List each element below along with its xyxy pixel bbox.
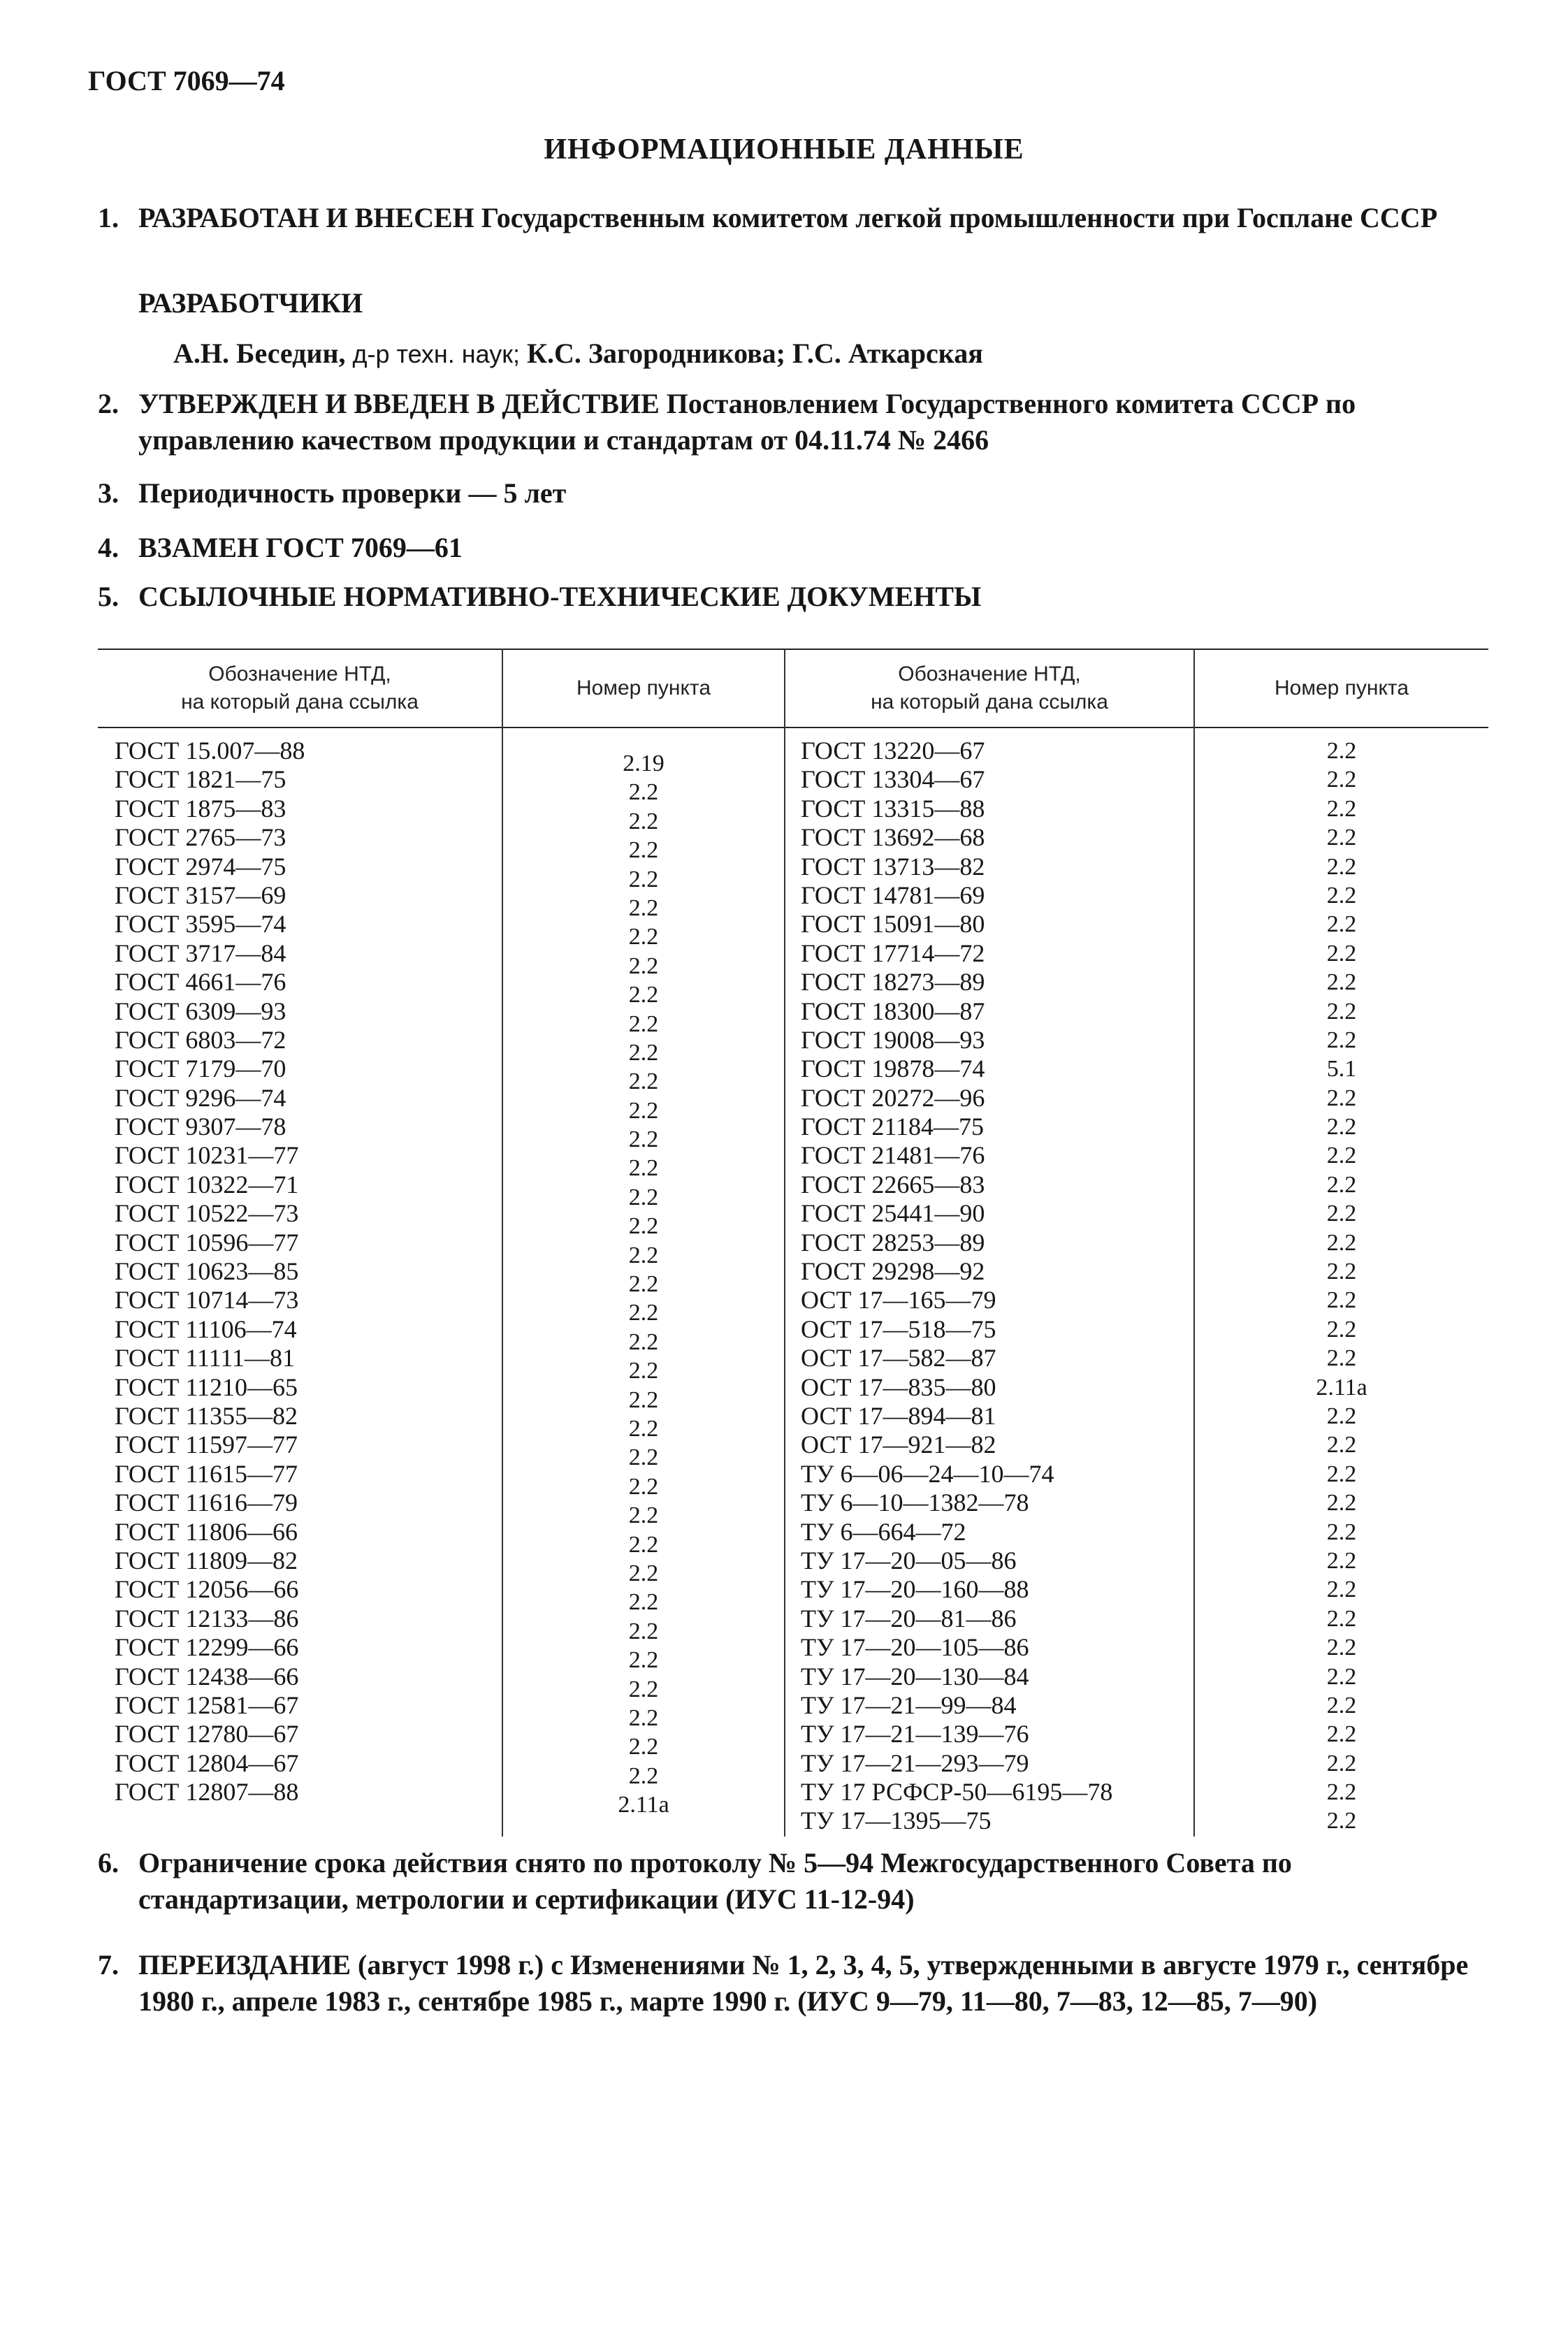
table-cell-document: ТУ 17—20—81—86 <box>801 1604 1017 1632</box>
item-text: ССЫЛОЧНЫЕ НОРМАТИВНО-ТЕХНИЧЕСКИЕ ДОКУМЕНТЫ <box>138 581 982 612</box>
table-cell-item: 2.2 <box>1326 853 1357 880</box>
document-code: ГОСТ 7069—74 <box>88 65 285 96</box>
table-cell-document: ГОСТ 4661—76 <box>115 968 286 997</box>
table-cell-document: ТУ 6—10—1382—78 <box>801 1489 1029 1517</box>
info-item-1 <box>98 200 1485 236</box>
table-cell-document: ГОСТ 12780—67 <box>115 1720 299 1748</box>
table-cell-item: 2.2 <box>1326 1461 1357 1487</box>
table-cell-document: ГОСТ 3157—69 <box>115 881 286 909</box>
left-item-column <box>503 749 784 1819</box>
table-cell-item: 2.2 <box>1326 1085 1357 1111</box>
right-item-column <box>1195 737 1488 1836</box>
table-cell-document: ГОСТ 12056—66 <box>115 1575 299 1604</box>
table-cell-item: 2.2 <box>1326 998 1357 1024</box>
table-cell-document: ГОСТ 19008—93 <box>801 1025 985 1054</box>
table-cell-document: ГОСТ 1821—75 <box>115 765 286 794</box>
table-cell-item: 2.2 <box>1326 1779 1357 1806</box>
table-cell-document: ГОСТ 12438—66 <box>115 1662 299 1690</box>
table-cell-item: 2.2 <box>1326 1635 1357 1661</box>
table-cell-document: ГОСТ 28253—89 <box>801 1228 985 1257</box>
table-cell-item: 2.2 <box>628 1300 659 1326</box>
item-lead: ПЕРЕИЗДАНИЕ <box>138 1949 351 1981</box>
table-cell-item: 2.2 <box>628 808 659 834</box>
item-text: Постановлением Государственного комитета СССР по управлению качеством продукции и стандартам от 04.11.74 № 2466 <box>138 388 1356 456</box>
table-cell-item: 2.2 <box>1326 1519 1357 1545</box>
reference-documents-table <box>98 649 1488 1837</box>
table-cell-document: ГОСТ 7179—70 <box>115 1055 286 1083</box>
developer-name: А.Н. Беседин, <box>173 338 346 369</box>
table-cell-document: ОСТ 17—921—82 <box>801 1431 996 1459</box>
table-cell-item: 2.2 <box>1326 825 1357 851</box>
table-cell-item: 2.2 <box>628 1589 659 1616</box>
table-cell-document: ГОСТ 11616—79 <box>115 1489 298 1517</box>
table-cell-document: ТУ 17—21—293—79 <box>801 1748 1029 1777</box>
table-cell-item: 2.2 <box>1326 911 1357 938</box>
table-cell-document: ТУ 17—20—05—86 <box>801 1546 1017 1574</box>
table-cell-document: ГОСТ 13220—67 <box>801 737 985 765</box>
table-cell-document: ОСТ 17—518—75 <box>801 1315 996 1343</box>
item-number: 2. <box>98 388 119 419</box>
table-cell-document: ТУ 17 РСФСР-50—6195—78 <box>801 1778 1113 1806</box>
table-cell-document: ГОСТ 6803—72 <box>115 1025 286 1054</box>
table-cell-item: 2.2 <box>1326 738 1357 764</box>
table-cell-item: 2.2 <box>1326 1750 1357 1776</box>
info-item-4 <box>98 530 1485 566</box>
table-cell-document: ТУ 17—21—99—84 <box>801 1690 1017 1719</box>
table-cell-item: 2.2 <box>628 1242 659 1268</box>
table-cell-item: 2.2 <box>628 866 659 892</box>
table-cell-document: ТУ 17—20—160—88 <box>801 1575 1029 1604</box>
table-cell-document: ГОСТ 10623—85 <box>115 1257 299 1286</box>
table-cell-document: ГОСТ 10714—73 <box>115 1286 299 1315</box>
item-lead: РАЗРАБОТАН И ВНЕСЕН <box>138 202 474 233</box>
table-cell-item: 2.2 <box>628 924 659 950</box>
table-cell-item: 2.2 <box>628 1473 659 1500</box>
info-item-5 <box>98 579 1485 615</box>
table-cell-item: 2.2 <box>628 779 659 806</box>
table-cell-document: ГОСТ 11210—65 <box>115 1373 298 1401</box>
table-cell-item: 2.2 <box>1326 882 1357 908</box>
header-doc-right: Обозначение НТД, на который дана ссылка <box>871 662 1108 714</box>
table-cell-document: ГОСТ 15091—80 <box>801 910 985 939</box>
info-item-3 <box>98 475 1485 512</box>
table-cell-item: 2.2 <box>1326 1316 1357 1342</box>
table-cell-item: 2.2 <box>1326 1547 1357 1574</box>
table-cell-item: 2.2 <box>628 1097 659 1124</box>
table-cell-document: ГОСТ 20272—96 <box>801 1083 985 1112</box>
developers-heading: РАЗРАБОТЧИКИ <box>138 287 363 319</box>
table-cell-document: ТУ 6—06—24—10—74 <box>801 1459 1054 1488</box>
left-doc-column <box>115 737 499 1806</box>
developers-list <box>173 337 983 370</box>
developer-title: д-р техн. наук; <box>345 340 520 368</box>
table-cell-item: 2.2 <box>1326 1605 1357 1632</box>
table-cell-document: ТУ 6—664—72 <box>801 1517 966 1546</box>
item-text: ВЗАМЕН ГОСТ 7069—61 <box>138 532 463 563</box>
table-cell-document: ГОСТ 12581—67 <box>115 1690 299 1719</box>
table-cell-item: 2.2 <box>628 1011 659 1037</box>
table-cell-document: ГОСТ 18273—89 <box>801 968 985 997</box>
table-cell-document: ГОСТ 2765—73 <box>115 823 286 852</box>
page-title: ИНФОРМАЦИОННЫЕ ДАННЫЕ <box>544 133 1024 166</box>
table-cell-document: ГОСТ 22665—83 <box>801 1170 985 1199</box>
table-cell-document: ГОСТ 12807—88 <box>115 1778 299 1806</box>
table-cell-item: 2.2 <box>628 1184 659 1210</box>
item-number: 1. <box>98 202 119 233</box>
item-number: 7. <box>98 1949 119 1981</box>
item-text: (август 1998 г.) с Изменениями № 1, 2, 3, 4, 5, утвержденными в августе 1979 г., сентябре 1980 г., апреле 1983 г., сентябре 1985 г., марте 1990 г. (ИУС 9—79, 11—80, 7—83, 12—85, 7—90) <box>138 1949 1469 2017</box>
table-cell-item: 2.2 <box>1326 1171 1357 1198</box>
table-cell-document: ГОСТ 11597—77 <box>115 1431 298 1459</box>
table-cell-item: 2.2 <box>1326 1027 1357 1053</box>
table-cell-document: ГОСТ 9296—74 <box>115 1083 286 1112</box>
table-header-rule <box>98 727 1488 728</box>
item-text: Государственным комитетом легкой промышленности при Госплане СССР <box>481 202 1438 233</box>
table-cell-document: ГОСТ 3717—84 <box>115 939 286 967</box>
table-cell-document: ГОСТ 2974—75 <box>115 852 286 881</box>
table-cell-document: ГОСТ 13692—68 <box>801 823 985 852</box>
item-number: 6. <box>98 1847 119 1878</box>
table-cell-document: ГОСТ 10596—77 <box>115 1228 299 1257</box>
table-cell-document: ГОСТ 19878—74 <box>801 1055 985 1083</box>
item-text: Периодичность проверки — 5 лет <box>138 477 567 509</box>
info-item-6 <box>98 1845 1485 1918</box>
table-cell-item: 2.2 <box>628 1328 659 1355</box>
table-cell-document: ГОСТ 9307—78 <box>115 1113 286 1141</box>
table-cell-item: 2.2 <box>628 1531 659 1558</box>
table-cell-item: 2.2 <box>1326 1692 1357 1718</box>
info-item-2 <box>98 386 1485 458</box>
table-cell-item: 2.2 <box>628 1213 659 1240</box>
table-cell-document: ГОСТ 6309—93 <box>115 997 286 1025</box>
table-cell-item: 2.2 <box>628 1386 659 1413</box>
table-cell-item: 2.2 <box>628 1155 659 1182</box>
column-divider <box>784 649 785 1837</box>
table-cell-item: 2.2 <box>1326 940 1357 966</box>
table-cell-item: 2.2 <box>1326 969 1357 996</box>
table-cell-item: 2.2 <box>1326 1808 1357 1834</box>
table-cell-document: ОСТ 17—835—80 <box>801 1373 996 1401</box>
table-cell-document: ГОСТ 11106—74 <box>115 1315 297 1343</box>
table-cell-document: ОСТ 17—165—79 <box>801 1286 996 1315</box>
table-cell-item: 2.2 <box>1326 1229 1357 1256</box>
table-cell-document: ГОСТ 3595—74 <box>115 910 286 939</box>
table-cell-document: ГОСТ 18300—87 <box>801 997 985 1025</box>
table-cell-document: ОСТ 17—894—81 <box>801 1401 996 1430</box>
table-cell-document: ГОСТ 11355—82 <box>115 1401 298 1430</box>
developer-names: К.С. Загородникова; Г.С. Аткарская <box>519 338 983 369</box>
header-item-left: Номер пункта <box>576 676 711 700</box>
table-cell-document: ТУ 17—20—130—84 <box>801 1662 1029 1690</box>
table-cell-item: 2.2 <box>1326 1345 1357 1372</box>
table-cell-document: ГОСТ 10322—71 <box>115 1170 299 1199</box>
table-cell-item: 2.2 <box>1326 1114 1357 1141</box>
table-cell-item: 5.1 <box>1326 1056 1357 1083</box>
table-cell-document: ГОСТ 11615—77 <box>115 1459 298 1488</box>
table-cell-document: ГОСТ 21184—75 <box>801 1113 985 1141</box>
table-cell-document: ГОСТ 14781—69 <box>801 881 985 909</box>
table-cell-item: 2.2 <box>628 1127 659 1153</box>
item-lead: УТВЕРЖДЕН И ВВЕДЕН В ДЕЙСТВИЕ <box>138 388 660 419</box>
right-doc-column <box>801 737 1192 1836</box>
table-cell-item: 2.2 <box>1326 1201 1357 1227</box>
table-cell-item: 2.2 <box>628 1618 659 1644</box>
table-cell-document: ГОСТ 10522—73 <box>115 1199 299 1228</box>
header-doc-left: Обозначение НТД, на который дана ссылка <box>181 662 419 714</box>
table-cell-document: ТУ 17—20—105—86 <box>801 1633 1029 1662</box>
table-cell-item: 2.2 <box>628 1734 659 1760</box>
table-cell-item: 2.2 <box>628 895 659 921</box>
table-cell-document: ГОСТ 25441—90 <box>801 1199 985 1228</box>
table-cell-item: 2.2 <box>1326 1432 1357 1458</box>
table-cell-document: ОСТ 17—582—87 <box>801 1344 996 1373</box>
table-cell-document: ГОСТ 12299—66 <box>115 1633 299 1662</box>
table-top-rule <box>98 649 1488 650</box>
table-cell-document: ГОСТ 13304—67 <box>801 765 985 794</box>
table-cell-item: 2.19 <box>623 751 665 776</box>
table-cell-item: 2.2 <box>1326 1403 1357 1429</box>
table-cell-document: ТУ 17—1395—75 <box>801 1806 992 1835</box>
table-cell-item: 2.2 <box>628 1069 659 1095</box>
table-cell-item: 2.2 <box>628 1444 659 1471</box>
table-cell-document: ГОСТ 13315—88 <box>801 794 985 823</box>
info-item-7 <box>98 1947 1485 2020</box>
table-cell-document: ГОСТ 11809—82 <box>115 1546 298 1574</box>
table-cell-document: ГОСТ 13713—82 <box>801 852 985 881</box>
table-cell-item: 2.2 <box>628 982 659 1008</box>
table-cell-item: 2.2 <box>628 1560 659 1586</box>
table-cell-item: 2.2 <box>628 1503 659 1529</box>
table-cell-item: 2.2 <box>628 837 659 864</box>
table-cell-item: 2.2 <box>1326 795 1357 822</box>
table-cell-document: ГОСТ 15.007—88 <box>115 737 305 765</box>
table-cell-document: ГОСТ 11806—66 <box>115 1517 298 1546</box>
table-cell-item: 2.2 <box>1326 1663 1357 1690</box>
table-cell-document: ГОСТ 12133—86 <box>115 1604 299 1632</box>
table-cell-document: ГОСТ 29298—92 <box>801 1257 985 1286</box>
item-number: 3. <box>98 477 119 509</box>
table-cell-item: 2.2 <box>1326 1577 1357 1603</box>
table-cell-item: 2.11а <box>618 1792 669 1818</box>
table-cell-document: ГОСТ 21481—76 <box>801 1141 985 1170</box>
table-cell-item: 2.2 <box>628 953 659 979</box>
item-number: 4. <box>98 532 119 563</box>
item-number: 5. <box>98 581 119 612</box>
table-cell-document: ГОСТ 10231—77 <box>115 1141 299 1170</box>
table-cell-item: 2.2 <box>628 1271 659 1298</box>
table-cell-item: 2.2 <box>628 1415 659 1442</box>
table-cell-item: 2.2 <box>628 1676 659 1702</box>
table-cell-item: 2.2 <box>1326 1721 1357 1748</box>
table-cell-document: ГОСТ 11111—81 <box>115 1344 296 1373</box>
table-cell-item: 2.2 <box>628 1039 659 1066</box>
table-cell-item: 2.2 <box>1326 767 1357 793</box>
table-cell-item: 2.11а <box>1316 1374 1367 1400</box>
table-cell-item: 2.2 <box>628 1358 659 1384</box>
table-cell-item: 2.2 <box>628 1647 659 1674</box>
table-cell-item: 2.2 <box>1326 1259 1357 1285</box>
table-cell-document: ГОСТ 17714—72 <box>801 939 985 967</box>
table-cell-item: 2.2 <box>1326 1287 1357 1314</box>
table-cell-item: 2.2 <box>628 1762 659 1789</box>
table-cell-item: 2.2 <box>1326 1143 1357 1169</box>
table-cell-document: ТУ 17—21—139—76 <box>801 1720 1029 1748</box>
table-cell-document: ГОСТ 1875—83 <box>115 794 286 823</box>
table-cell-document: ГОСТ 12804—67 <box>115 1748 299 1777</box>
item-text: Ограничение срока действия снято по протоколу № 5—94 Межгосударственного Совета по стандартизации, метрологии и сертификации (ИУС 11-12-94) <box>138 1847 1292 1915</box>
header-item-right: Номер пункта <box>1274 676 1409 700</box>
table-cell-item: 2.2 <box>1326 1490 1357 1516</box>
table-cell-item: 2.2 <box>628 1704 659 1731</box>
